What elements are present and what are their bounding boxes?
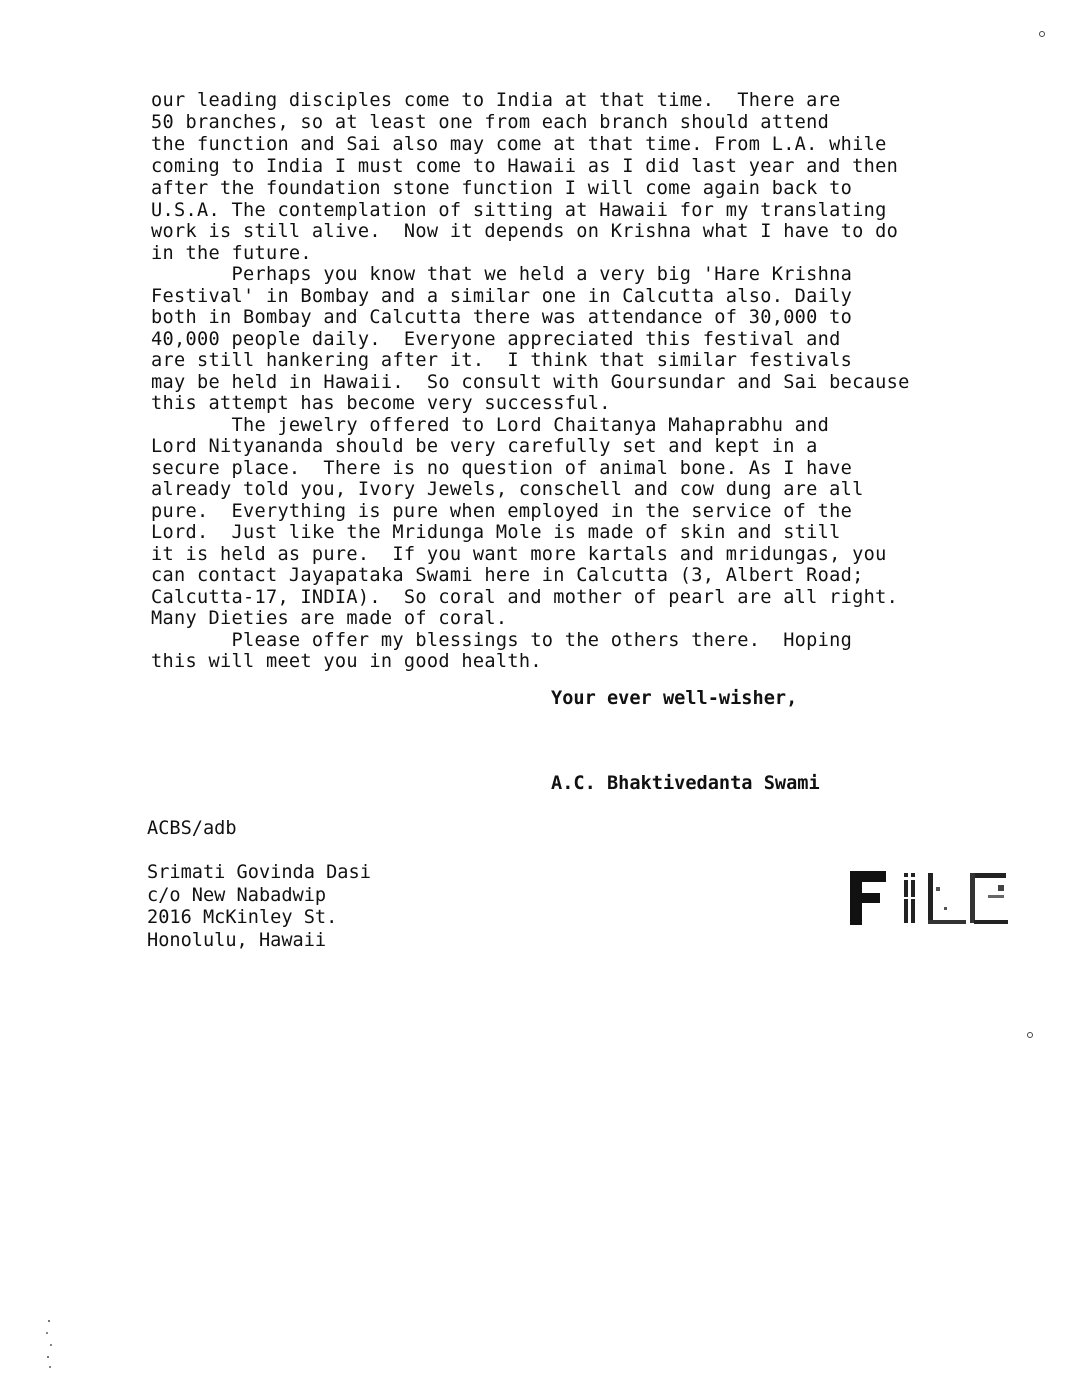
- body-line: Calcutta-17, INDIA). So coral and mother of pearl are all right.: [151, 587, 899, 608]
- recipient-address: [147, 862, 371, 952]
- body-line: after the foundation stone function I will come again back to: [151, 178, 853, 199]
- body-line: Lord. Just like the Mridunga Mole is made of skin and still: [151, 522, 841, 543]
- body-line: Please offer my blessings to the others there. Hoping: [151, 630, 853, 651]
- body-line: this attempt has become very successful.: [151, 393, 611, 414]
- address-line: Srimati Govinda Dasi: [147, 862, 371, 883]
- body-line: Festival' in Bombay and a similar one in Calcutta also. Daily: [151, 286, 853, 307]
- body-line: in the future.: [151, 243, 312, 264]
- body-line: it is held as pure. If you want more kartals and mridungas, you: [151, 544, 887, 565]
- body-line: may be held in Hawaii. So consult with Goursundar and Sai because: [151, 372, 910, 393]
- scan-speck: [1039, 31, 1045, 37]
- body-line: Many Dieties are made of coral.: [151, 608, 508, 629]
- file-stamp: [848, 867, 1010, 927]
- body-line: Lord Nityananda should be very carefully set and kept in a: [151, 436, 818, 457]
- body-line: 40,000 people daily. Everyone appreciated this festival and: [151, 329, 841, 350]
- address-line: c/o New Nabadwip: [147, 884, 327, 906]
- body-line: can contact Jayapataka Swami here in Calcutta (3, Albert Road;: [151, 565, 864, 586]
- address-line: Honolulu, Hawaii: [147, 929, 327, 951]
- body-line: the function and Sai also may come at that time. From L.A. while: [151, 134, 887, 155]
- body-line: our leading disciples come to India at that time. There are: [151, 90, 841, 111]
- signature-name: A.C. Bhaktivedanta Swami: [551, 773, 820, 794]
- body-line: Perhaps you know that we held a very big 'Hare Krishna: [151, 264, 853, 285]
- reference-initials: ACBS/adb: [147, 818, 237, 839]
- body-line: U.S.A. The contemplation of sitting at Hawaii for my translating: [151, 200, 887, 221]
- closing-line: Your ever well-wisher,: [551, 688, 798, 709]
- body-line: this will meet you in good health.: [151, 651, 542, 672]
- scan-speck: [1027, 1032, 1033, 1038]
- address-line: 2016 McKinley St.: [147, 907, 338, 928]
- scan-margin-marks: [42, 1318, 58, 1372]
- body-line: already told you, Ivory Jewels, conschell and cow dung are all: [151, 479, 864, 500]
- body-line: both in Bombay and Calcutta there was attendance of 30,000 to: [151, 307, 853, 328]
- body-line: are still hankering after it. I think that similar festivals: [151, 350, 853, 371]
- body-line: work is still alive. Now it depends on Krishna what I have to do: [151, 221, 899, 242]
- body-line: coming to India I must come to Hawaii as I did last year and then: [151, 156, 899, 177]
- body-line: pure. Everything is pure when employed in the service of the: [151, 501, 853, 522]
- body-line: secure place. There is no question of animal bone. As I have: [151, 458, 853, 479]
- body-line: 50 branches, so at least one from each branch should attend: [151, 112, 830, 133]
- body-line: The jewelry offered to Lord Chaitanya Mahaprabhu and: [151, 415, 830, 436]
